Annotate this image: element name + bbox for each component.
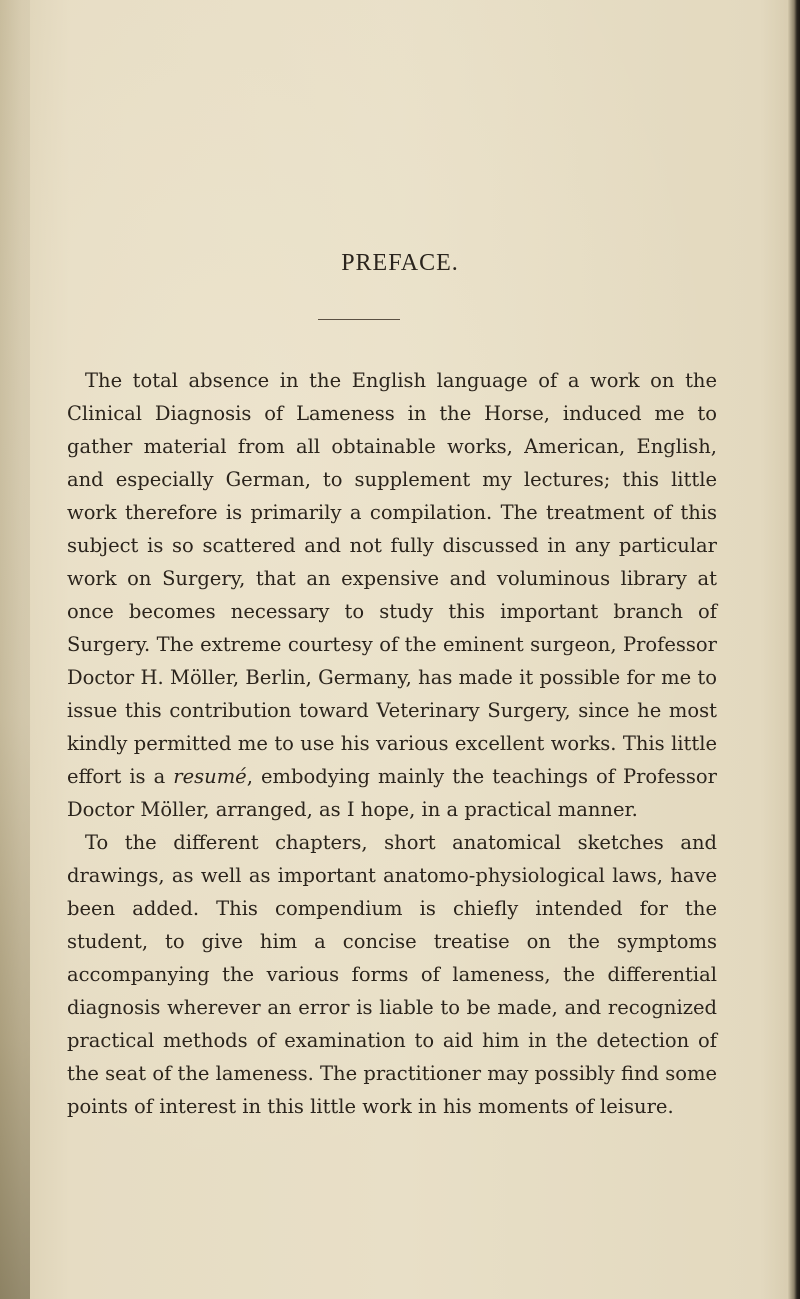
page-title: PREFACE. [341, 250, 459, 276]
paragraph-2: To the different chapters, short anatomical sketches and drawings, as well as important anatomo-physiological laws, have been added. This compendium is chiefly intended for the student, to give him a concise treatise on the symptoms accompanying the various forms of lameness, the differential diagnosis wherever an error is liable to be made, and recognized practical methods of examination to aid him in the detection of the seat of the lameness. The practitioner may possibly find some points of interest in this little work in his moments of leisure. [67, 831, 717, 1118]
paragraph-1 [67, 364, 717, 826]
paragraph-1-text-b: , embodying mainly the teachings of Professor Doctor Möller, arranged, as I hope, in a practical manner. [67, 765, 717, 821]
paragraph-1-text-a: The total absence in the English language of a work on the Clinical Diagnosis of Lameness in the Horse, induced me to gather material from all obtainable works, American, English, and especially German, to supplement my lectures; this little work therefore is primarily a compilation. The treatment of this subject is so scattered and not fully discussed in any particular work on Surgery, that an expensive and voluminous library at once becomes necessary to study this important branch of Surgery. The extreme courtesy of the eminent surgeon, Professor Doctor H. Möller, Berlin, Germany, has made it possible for me to issue this contribution toward Veterinary Surgery, since he most kindly permitted me to use his various excellent works. This little effort is a [67, 369, 717, 788]
paragraph-1-italic: resumé [173, 765, 247, 788]
title-divider [318, 319, 400, 320]
page-edge-right [788, 0, 800, 1299]
preface-body [67, 364, 717, 1123]
page-shadow-left [0, 0, 30, 1299]
